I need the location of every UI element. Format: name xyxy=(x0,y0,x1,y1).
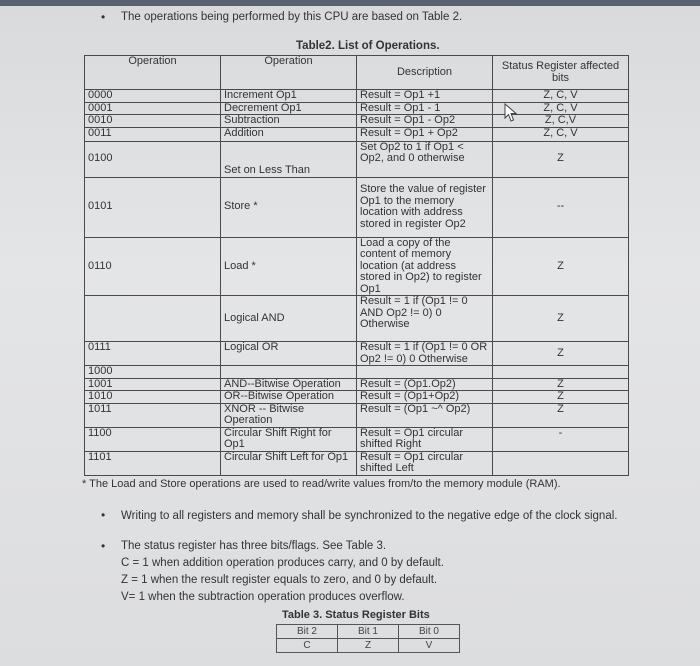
row-code: 1100 xyxy=(85,427,221,451)
bit0-header: Bit 0 xyxy=(399,625,460,639)
row-description: Result = 1 if (Op1 != 0 OR Op2 != 0) 0 Otherwise xyxy=(357,342,493,366)
header-code: Operation xyxy=(85,56,221,90)
table-row xyxy=(85,403,629,427)
row-status: Z xyxy=(493,378,629,391)
intro-bullet-text: The operations being performed by this CPU are based on Table 2. xyxy=(121,11,463,23)
row-status: Z xyxy=(493,141,629,177)
clock-sync-bullet: Writing to all registers and memory shall be synchronized to the negative edge of the clock signal. xyxy=(121,510,618,522)
row-description: Result = (Op1.Op2) xyxy=(357,378,493,391)
row-status: - xyxy=(493,427,629,451)
row-operation: XNOR -- Bitwise Operation xyxy=(221,403,357,427)
table-row xyxy=(85,90,629,103)
table-row xyxy=(85,127,629,141)
row-status: -- xyxy=(493,177,629,237)
row-status: Z xyxy=(493,403,629,427)
row-code: 0000 xyxy=(85,90,221,103)
row-operation: Logical AND xyxy=(221,296,357,342)
row-code: 0011 xyxy=(85,127,221,141)
row-description: Set Op2 to 1 if Op1 < Op2, and 0 otherwise xyxy=(357,141,493,177)
row-operation: Subtraction xyxy=(221,115,357,128)
row-status: Z, C,V xyxy=(493,115,629,128)
row-code: 0101 xyxy=(85,177,221,237)
row-code: 1101 xyxy=(85,451,221,475)
status-register-table xyxy=(276,624,460,653)
table-header-row xyxy=(85,56,629,90)
carry-flag-text: C = 1 when addition operation produces carry, and 0 by default. xyxy=(121,557,444,569)
row-status xyxy=(493,451,629,475)
load-store-footnote: * The Load and Store operations are used to read/write values from/to the memory module (RAM). xyxy=(82,478,561,490)
row-operation: Addition xyxy=(221,127,357,141)
bit2-header: Bit 2 xyxy=(277,625,338,639)
table-row xyxy=(85,296,629,342)
row-status: Z xyxy=(493,237,629,296)
table-row xyxy=(85,115,629,128)
overflow-flag-text: V= 1 when the subtraction operation produces overflow. xyxy=(121,591,405,603)
row-code: 0010 xyxy=(85,115,221,128)
row-operation: Load * xyxy=(221,237,357,296)
row-operation: Decrement Op1 xyxy=(221,102,357,115)
row-code: 1001 xyxy=(85,378,221,391)
table-row xyxy=(85,451,629,475)
row-description xyxy=(357,366,493,379)
row-operation: AND--Bitwise Operation xyxy=(221,378,357,391)
bit1-value: Z xyxy=(338,639,399,653)
table-row xyxy=(277,625,460,639)
row-status xyxy=(493,366,629,379)
mouse-cursor-icon xyxy=(504,103,518,123)
table-row xyxy=(85,366,629,379)
bullet-marker: • xyxy=(101,10,106,24)
table-row xyxy=(85,177,629,237)
header-description: Description xyxy=(357,56,493,90)
table-row xyxy=(85,102,629,115)
bit1-header: Bit 1 xyxy=(338,625,399,639)
row-code: 0100 xyxy=(85,141,221,177)
row-operation: Store * xyxy=(221,177,357,237)
row-description: Result = Op1 circular shifted Left xyxy=(357,451,493,475)
row-description: Result = Op1 - Op2 xyxy=(357,115,493,128)
row-code: 0001 xyxy=(85,102,221,115)
row-description: Result = Op1 + Op2 xyxy=(357,127,493,141)
row-code xyxy=(85,296,221,342)
table-row xyxy=(85,378,629,391)
row-status: Z xyxy=(493,296,629,342)
row-description: Result = (Op1 ~^ Op2) xyxy=(357,403,493,427)
row-status: Z xyxy=(493,391,629,404)
row-operation: OR--Bitwise Operation xyxy=(221,391,357,404)
row-description: Result = Op1 - 1 xyxy=(357,102,493,115)
row-operation: Circular Shift Right for Op1 xyxy=(221,427,357,451)
row-description: Result = Op1 circular shifted Right xyxy=(357,427,493,451)
row-description: Result = Op1 +1 xyxy=(357,90,493,103)
table-row xyxy=(85,427,629,451)
table-row xyxy=(85,391,629,404)
row-code: 1011 xyxy=(85,403,221,427)
table2-title: Table2. List of Operations. xyxy=(296,40,440,52)
window-top-bar xyxy=(0,0,700,6)
bullet-marker: • xyxy=(101,508,106,522)
row-status: Z, C, V xyxy=(493,90,629,103)
row-operation: Increment Op1 xyxy=(221,90,357,103)
row-description: Result = (Op1+Op2) xyxy=(357,391,493,404)
row-status: Z, C, V xyxy=(493,127,629,141)
row-description: Result = 1 if (Op1 != 0 AND Op2 != 0) 0 Otherwise xyxy=(357,296,493,342)
row-code: 0110 xyxy=(85,237,221,296)
row-code: 1000 xyxy=(85,366,221,379)
header-operation: Operation xyxy=(221,56,357,90)
row-code: 0111 xyxy=(85,342,221,366)
row-description: Store the value of register Op1 to the memory location with address stored in register Op2 xyxy=(357,177,493,237)
zero-flag-text: Z = 1 when the result register equals to zero, and 0 by default. xyxy=(121,574,438,586)
row-operation: Logical OR xyxy=(221,342,357,366)
row-code: 1010 xyxy=(85,391,221,404)
row-operation: Circular Shift Left for Op1 xyxy=(221,451,357,475)
bit0-value: V xyxy=(399,639,460,653)
bit2-value: C xyxy=(277,639,338,653)
operations-table xyxy=(84,55,629,476)
bullet-marker: • xyxy=(101,539,106,553)
table-row xyxy=(85,342,629,366)
row-status: Z xyxy=(493,342,629,366)
table-row xyxy=(85,141,629,177)
row-status: Z, C, V xyxy=(493,102,629,115)
row-description: Load a copy of the content of memory location (at address stored in Op2) to register Op1 xyxy=(357,237,493,296)
table3-title: Table 3. Status Register Bits xyxy=(282,609,430,621)
header-status: Status Register affected bits xyxy=(493,56,629,90)
row-operation: Set on Less Than xyxy=(221,141,357,177)
table-row xyxy=(277,639,460,653)
status-register-bullet: The status register has three bits/flags. See Table 3. xyxy=(121,540,387,552)
table-row xyxy=(85,237,629,296)
row-operation xyxy=(221,366,357,379)
